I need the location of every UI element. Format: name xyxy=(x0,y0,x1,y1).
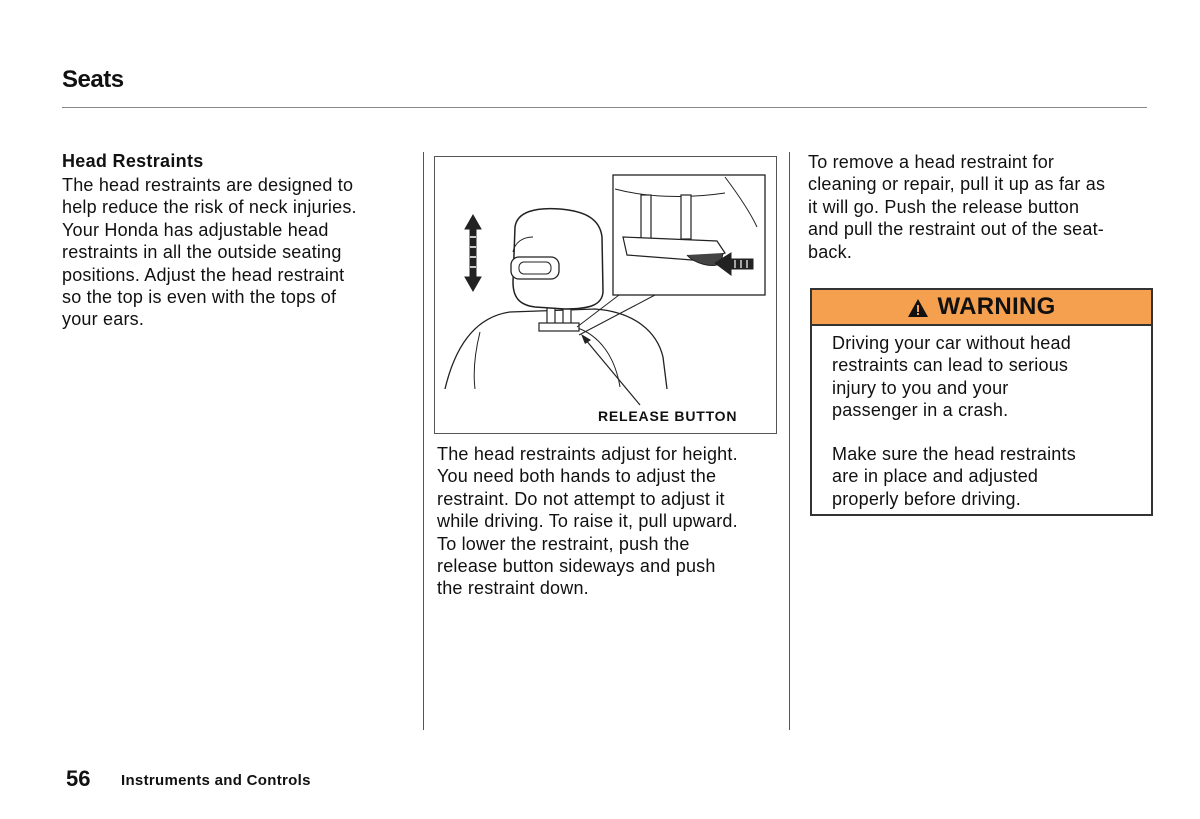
warning-text-1: Driving your car without head restraints can lead to serious injury to you and your passenger in a crash. xyxy=(832,333,1071,421)
column-divider-left xyxy=(423,152,424,730)
left-column-text: The head restraints are designed to help reduce the risk of neck injuries. Your Honda has adjustable head restraints in all the outside seating positions. Adjust the head restraint so the top is even with the tops of your ears. xyxy=(62,175,357,330)
footer-section-name: Instruments and Controls xyxy=(121,772,311,789)
middle-column-text: The head restraints adjust for height. You need both hands to adjust the restraint. Do not attempt to adjust it while driving. To raise it, pull upward. To lower the restraint, push the release button sideways and push the restraint down. xyxy=(437,444,738,599)
warning-triangle-icon xyxy=(907,298,929,318)
warning-text-2: Make sure the head restraints are in place and adjusted properly before driving. xyxy=(832,444,1076,509)
column-divider-right xyxy=(789,152,790,730)
section-heading: Head Restraints xyxy=(62,151,204,171)
warning-header xyxy=(812,290,1151,326)
warning-label: WARNING xyxy=(937,293,1056,320)
figure-caption: RELEASE BUTTON xyxy=(598,408,738,424)
right-column-text: To remove a head restraint for cleaning or repair, pull it up as far as it will go. Push the release button and pull the restraint out of the seat- back. xyxy=(808,152,1106,262)
head-restraint-illustration xyxy=(434,156,777,434)
page-title: Seats xyxy=(62,66,124,93)
page-number: 56 xyxy=(66,766,91,791)
head-restraint-drawing xyxy=(435,157,778,435)
title-divider xyxy=(62,107,1147,108)
warning-box xyxy=(810,288,1153,516)
